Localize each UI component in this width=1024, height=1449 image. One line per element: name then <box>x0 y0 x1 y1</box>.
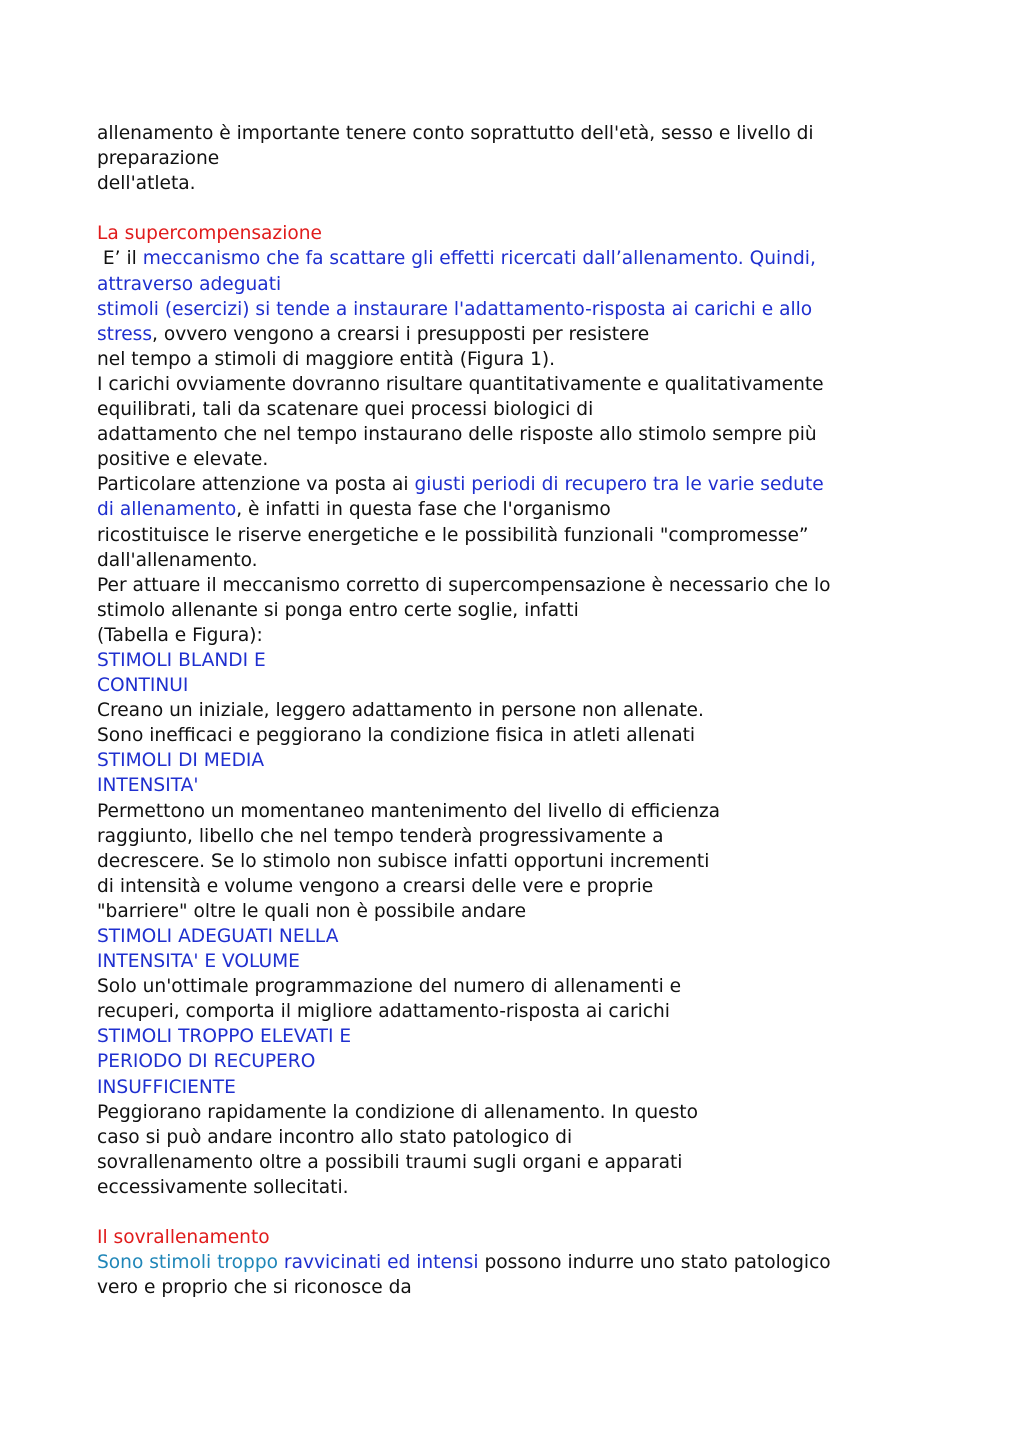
highlighted-text: ravvicinati ed intensi <box>283 1252 479 1274</box>
stimuli-list <box>97 648 927 1200</box>
highlighted-text: di allenamento <box>97 499 237 521</box>
stimulus-text: Solo un'ottimale programmazione del numero di allenamenti e <box>97 976 682 998</box>
text-line <box>97 322 927 347</box>
text-line: (Tabella e Figura): <box>97 624 263 646</box>
text-line: equilibrati, tali da scatenare quei processi biologici di <box>97 399 594 421</box>
stimulus-title: CONTINUI <box>97 675 189 697</box>
stimulus-title: PERIODO DI RECUPERO <box>97 1051 316 1073</box>
stimulus-title: INTENSITA' E VOLUME <box>97 951 300 973</box>
highlighted-text: stimoli (esercizi) si tende a instaurare l'adattamento-risposta ai carichi e allo <box>97 298 813 320</box>
text-line: nel tempo a stimoli di maggiore entità (Figura 1). <box>97 348 556 370</box>
text-line <box>97 497 927 522</box>
highlighted-text: stress <box>97 323 153 345</box>
stimulus-text: Peggiorano rapidamente la condizione di allenamento. In questo <box>97 1101 698 1123</box>
text-span: E’ il <box>97 248 143 270</box>
text-line: ricostituisce le riserve energetiche e le possibilità funzionali "compromesse” <box>97 524 809 546</box>
stimulus-text: di intensità e volume vengono a crearsi delle vere e proprie <box>97 875 654 897</box>
text-line <box>97 1250 927 1275</box>
paragraph-gap <box>97 196 927 221</box>
text-line <box>97 246 927 271</box>
stimulus-title: STIMOLI DI MEDIA <box>97 750 265 772</box>
stimulus-text: raggiunto, libello che nel tempo tenderà progressivamente a <box>97 825 664 847</box>
stimulus-item <box>97 748 927 924</box>
intro-paragraph <box>97 121 927 196</box>
text-span: , ovvero vengono a crearsi i presupposti per resistere <box>152 323 650 345</box>
stimulus-text: recuperi, comporta il migliore adattamento-risposta ai carichi <box>97 1001 670 1023</box>
stimulus-title: STIMOLI BLANDI E <box>97 649 266 671</box>
text-line: I carichi ovviamente dovranno risultare quantitativamente e qualitativamente <box>97 373 824 395</box>
stimulus-title: INSUFFICIENTE <box>97 1076 236 1098</box>
document-page <box>97 121 927 1300</box>
text-line: Per attuare il meccanismo corretto di supercompensazione è necessario che lo <box>97 574 831 596</box>
paragraph-gap <box>97 1200 927 1225</box>
stimulus-item <box>97 924 927 1024</box>
stimulus-text: decrescere. Se lo stimolo non subisce infatti opportuni incrementi <box>97 850 710 872</box>
supercompensation-section <box>97 221 927 648</box>
stimulus-text: Sono inefficaci e peggiorano la condizione fisica in atleti allenati <box>97 725 696 747</box>
text-line: dall'allenamento. <box>97 549 258 571</box>
highlighted-text: attraverso adeguati <box>97 273 282 295</box>
highlighted-text: Sono stimoli troppo <box>97 1252 284 1274</box>
stimulus-text: eccessivamente sollecitati. <box>97 1176 349 1198</box>
section-heading: La supercompensazione <box>97 223 322 245</box>
stimulus-title: STIMOLI ADEGUATI NELLA <box>97 926 339 947</box>
text-line: positive e elevate. <box>97 449 269 471</box>
stimulus-text: "barriere" oltre le quali non è possibile andare <box>97 900 527 922</box>
stimulus-title: INTENSITA' <box>97 775 199 797</box>
stimulus-item <box>97 648 927 748</box>
stimulus-item <box>97 1024 927 1200</box>
section-heading: Il sovrallenamento <box>97 1227 270 1249</box>
text-line: adattamento che nel tempo instaurano delle risposte allo stimolo sempre più <box>97 424 817 446</box>
text-span: possono indurre uno stato patologico <box>478 1252 831 1274</box>
highlighted-text: meccanismo che fa scattare gli effetti ricercati dall’allenamento. Quindi, <box>142 248 816 270</box>
text-line <box>97 472 927 497</box>
stimulus-text: Creano un iniziale, leggero adattamento in persone non allenate. <box>97 700 704 722</box>
text-line: preparazione <box>97 148 220 170</box>
stimulus-text: sovrallenamento oltre a possibili traumi sugli organi e apparati <box>97 1151 683 1173</box>
text-line: dell'atleta. <box>97 173 196 195</box>
text-line: allenamento è importante tenere conto soprattutto dell'età, sesso e livello di <box>97 123 814 144</box>
stimulus-title: STIMOLI TROPPO ELEVATI E <box>97 1026 352 1048</box>
highlighted-text: giusti periodi di recupero tra le varie sedute <box>414 474 824 496</box>
stimulus-text: caso si può andare incontro allo stato patologico di <box>97 1126 573 1148</box>
text-line: vero e proprio che si riconosce da <box>97 1277 412 1299</box>
text-line: stimolo allenante si ponga entro certe soglie, infatti <box>97 599 579 621</box>
overtraining-section <box>97 1225 927 1300</box>
stimulus-text: Permettono un momentaneo mantenimento del livello di efficienza <box>97 800 721 822</box>
text-span: , è infatti in questa fase che l'organismo <box>236 499 611 521</box>
text-span: Particolare attenzione va posta ai <box>97 474 415 496</box>
